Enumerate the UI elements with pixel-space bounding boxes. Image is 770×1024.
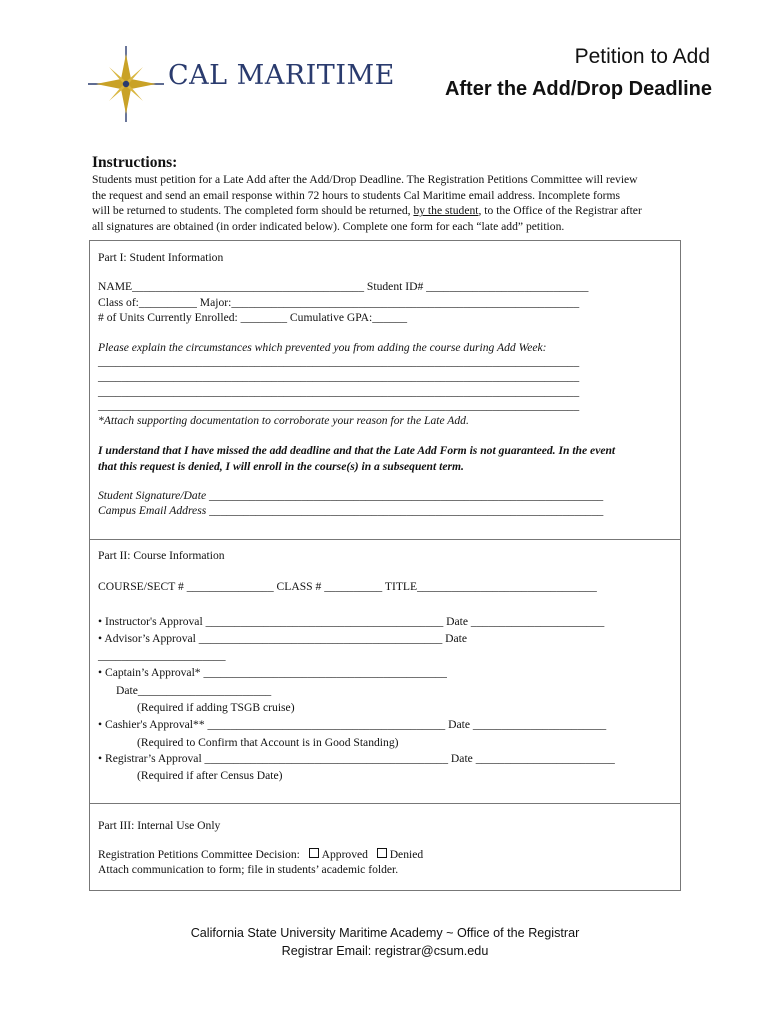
underlined-text: by the student (413, 204, 479, 218)
petition-form-box (89, 240, 681, 891)
units-gpa-field[interactable]: # of Units Currently Enrolled: ________ Cumulative GPA:______ (98, 311, 408, 324)
section-divider (89, 539, 681, 540)
part2-heading: Part II: Course Information (98, 549, 225, 562)
denied-checkbox[interactable] (377, 848, 387, 858)
explain-line[interactable]: ___________________________________________________________________________________ (98, 370, 580, 383)
compass-star-icon (88, 44, 164, 124)
captain-date-field[interactable]: Date_______________________ (116, 684, 272, 697)
instructions-line: all signatures are obtained (in order indicated below). Complete one form for each “late add” petition. (92, 220, 565, 234)
instructions-heading: Instructions: (92, 154, 178, 171)
explain-line[interactable]: ___________________________________________________________________________________ (98, 399, 580, 412)
advisor-approval-field[interactable]: • Advisor’s Approval __________________________________________ Date (98, 632, 468, 645)
attach-communication-note: Attach communication to form; file in students’ academic folder. (98, 863, 399, 876)
committee-decision-row (98, 848, 423, 862)
name-field[interactable]: NAME________________________________________ Student ID# ____________________________ (98, 280, 589, 293)
cashier-approval-field[interactable]: • Cashier's Approval** _________________________________________ Date _______________________ (98, 718, 607, 731)
class-major-field[interactable]: Class of:__________ Major:____________________________________________________________ (98, 296, 580, 309)
section-divider (89, 803, 681, 804)
form-title-line1: Petition to Add (574, 45, 710, 68)
explain-line[interactable]: ___________________________________________________________________________________ (98, 385, 580, 398)
footer-email: Registrar Email: registrar@csum.edu (281, 944, 489, 958)
instructions-body (92, 172, 684, 235)
explain-prompt: Please explain the circumstances which prevented you from adding the course during Add Week: (98, 341, 547, 354)
understand-statement: I understand that I have missed the add deadline and that the Late Add Form is not guaranteed. In the event (98, 444, 616, 457)
cashier-note: (Required to Confirm that Account is in Good Standing) (137, 736, 399, 749)
understand-statement: that this request is denied, I will enroll in the course(s) in a subsequent term. (98, 460, 464, 473)
instructions-line: Students must petition for a Late Add after the Add/Drop Deadline. The Registration Petitions Committee will review (92, 173, 638, 186)
denied-label: Denied (389, 848, 424, 861)
instructor-approval-field[interactable]: • Instructor's Approval _________________________________________ Date _______________________ (98, 615, 605, 628)
captain-approval-field[interactable]: • Captain’s Approval* __________________________________________ (98, 666, 447, 679)
attach-note: *Attach supporting documentation to corroborate your reason for the Late Add. (98, 414, 469, 427)
brand-name: CAL MARITIME (168, 60, 395, 91)
approved-checkbox[interactable] (309, 848, 319, 858)
part3-heading: Part III: Internal Use Only (98, 819, 221, 832)
signature-field[interactable]: Student Signature/Date ____________________________________________________________________ (98, 489, 604, 502)
captain-note: (Required if adding TSGB cruise) (137, 701, 295, 714)
footer-office: California State University Maritime Academy ~ Office of the Registrar (190, 926, 580, 940)
registrar-note: (Required if after Census Date) (137, 769, 283, 782)
instructions-text: will be returned to students. The completed form should be returned, (92, 204, 414, 218)
form-title-line2: After the Add/Drop Deadline (444, 78, 712, 100)
decision-label: Registration Petitions Committee Decision: (98, 848, 300, 861)
instructions-text: , to the Office of the Registrar after (478, 204, 642, 218)
advisor-date-field[interactable]: ______________________ (98, 649, 226, 662)
course-field[interactable]: COURSE/SECT # _______________ CLASS # __________ TITLE_______________________________ (98, 580, 597, 593)
registrar-approval-field[interactable]: • Registrar’s Approval __________________________________________ Date ________________________ (98, 752, 615, 765)
cal-maritime-logo (88, 44, 395, 124)
approved-label: Approved (321, 848, 368, 861)
instructions-line: the request and send an email response within 72 hours to students Cal Maritime email address. Incomplete forms (92, 188, 621, 202)
part1-heading: Part I: Student Information (98, 251, 224, 264)
explain-line[interactable]: ___________________________________________________________________________________ (98, 355, 580, 368)
email-field[interactable]: Campus Email Address ____________________________________________________________________ (98, 504, 604, 517)
instructions-line (92, 203, 684, 219)
